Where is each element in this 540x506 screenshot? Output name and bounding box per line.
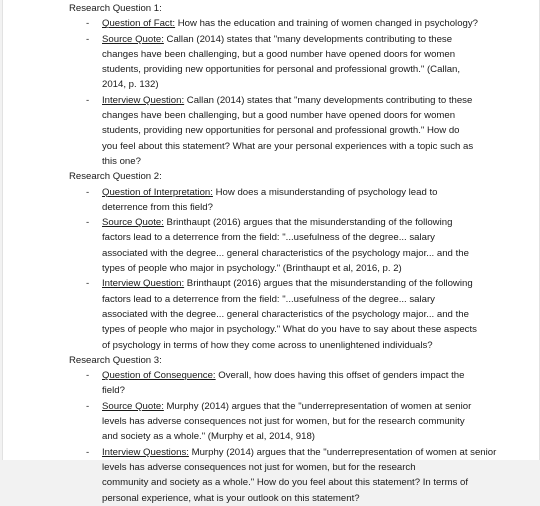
list-item (69, 16, 489, 31)
list-bullet: - (86, 94, 90, 106)
research-question-section (69, 353, 497, 506)
list-bullet: - (86, 400, 90, 412)
list-bullet: - (86, 186, 90, 198)
section-heading: Research Question 1: (69, 3, 162, 14)
item-text-line: personal experience, what is your outlook on this statement? (102, 492, 360, 504)
item-text-line: deterrence from this field? (102, 201, 213, 213)
item-label: Interview Questions: (102, 446, 189, 458)
list-item (69, 93, 489, 169)
item-text: Callan (2014) states that "many developments contributing to these (184, 94, 473, 106)
list-bullet: - (86, 18, 90, 30)
item-first-line (102, 185, 489, 200)
item-text: Brinthaupt (2016) argues that the misunderstanding of the following (184, 278, 473, 290)
item-text-line: levels has adverse consequences not just for women, but for the research (102, 461, 416, 473)
list-bullet: - (86, 217, 90, 229)
item-label: Interview Question: (102, 278, 185, 290)
section-heading: Research Question 2: (69, 171, 162, 183)
item-text-line: associated with the degree... general characteristics of the psychology major... and the (102, 247, 469, 259)
item-first-line (102, 32, 489, 47)
item-label: Source Quote: (102, 400, 164, 412)
item-text: Murphy (2014) argues that the "underrepresentation of women at senior (188, 446, 497, 458)
item-first-line (102, 215, 489, 230)
list-item (69, 215, 489, 276)
item-first-line (102, 93, 489, 108)
list-bullet: - (86, 446, 90, 458)
item-first-line (102, 399, 489, 414)
item-text: Brinthaupt (2016) argues that the misunderstanding of the following (163, 217, 453, 229)
item-text-line: levels has adverse consequences not just for women, but for the research community (102, 416, 465, 428)
item-text-line: you feel about this statement? What are your personal experiences with a topic such as (102, 140, 474, 152)
document-body (69, 1, 497, 506)
research-question-section (69, 169, 489, 353)
item-text-line: types of people who major in psychology." What do you have to say about these aspects (102, 324, 477, 336)
document-page (2, 0, 540, 504)
list-bullet: - (86, 33, 90, 45)
item-text: Overall, how does having this offset of genders impact the (215, 370, 465, 382)
list-bullet: - (86, 370, 90, 382)
item-text: How has the education and training of women changed in psychology? (175, 18, 478, 30)
list-item (69, 399, 489, 445)
list-item (69, 445, 497, 506)
list-bullet: - (86, 278, 90, 290)
item-text-line: factors lead to a deterrence from the field: "...usefulness of the degree... salary (102, 293, 435, 305)
item-text-line: this one? (102, 155, 141, 167)
list-item (69, 32, 489, 93)
item-first-line (102, 445, 497, 460)
item-text-line: changes have been challenging, but a good number have opened doors for women (102, 48, 456, 60)
item-text-line: and society as a whole." (Murphy et al, 2014, 918) (102, 431, 315, 443)
item-label: Question of Fact: (102, 18, 176, 30)
item-text: How does a misunderstanding of psychology lead to (212, 186, 438, 198)
item-text-line: field? (102, 385, 125, 397)
item-text-line: community and society as a whole." How do you feel about this statement? In terms of (102, 477, 469, 489)
item-label: Source Quote: (102, 217, 164, 229)
section-heading: Research Question 3: (69, 354, 162, 366)
item-first-line (102, 276, 489, 291)
list-item (69, 185, 489, 216)
item-text-line: types of people who major in psychology." (Brinthaupt et al, 2016, p. 2) (102, 263, 402, 275)
list-item (69, 276, 489, 352)
item-text-line: 2014, p. 132) (102, 79, 159, 91)
item-text-line: factors lead to a deterrence from the field: "...usefulness of the degree... salary (102, 232, 435, 244)
item-label: Question of Interpretation: (102, 186, 213, 198)
item-text: Murphy (2014) argues that the "underrepresentation of women at senior (163, 400, 472, 412)
item-label: Source Quote: (102, 33, 164, 45)
item-text-line: of psychology in terms of how they come across to unenlightened individuals? (102, 339, 433, 351)
item-text-line: associated with the degree... general characteristics of the psychology major... and the (102, 308, 469, 320)
item-text-line: students, providing new opportunities for personal and professional growth." (Callan, (102, 64, 461, 76)
item-label: Interview Question: (102, 94, 185, 106)
item-text-line: changes have been challenging, but a good number have opened doors for women (102, 110, 456, 122)
list-item (69, 368, 489, 399)
research-question-section (69, 1, 489, 169)
item-first-line (102, 368, 489, 383)
item-text: Callan (2014) states that "many developments contributing to these (163, 33, 453, 45)
item-text-line: students, providing new opportunities for personal and professional growth." How do (102, 125, 460, 137)
item-first-line (102, 16, 489, 31)
item-label: Question of Consequence: (102, 370, 216, 382)
